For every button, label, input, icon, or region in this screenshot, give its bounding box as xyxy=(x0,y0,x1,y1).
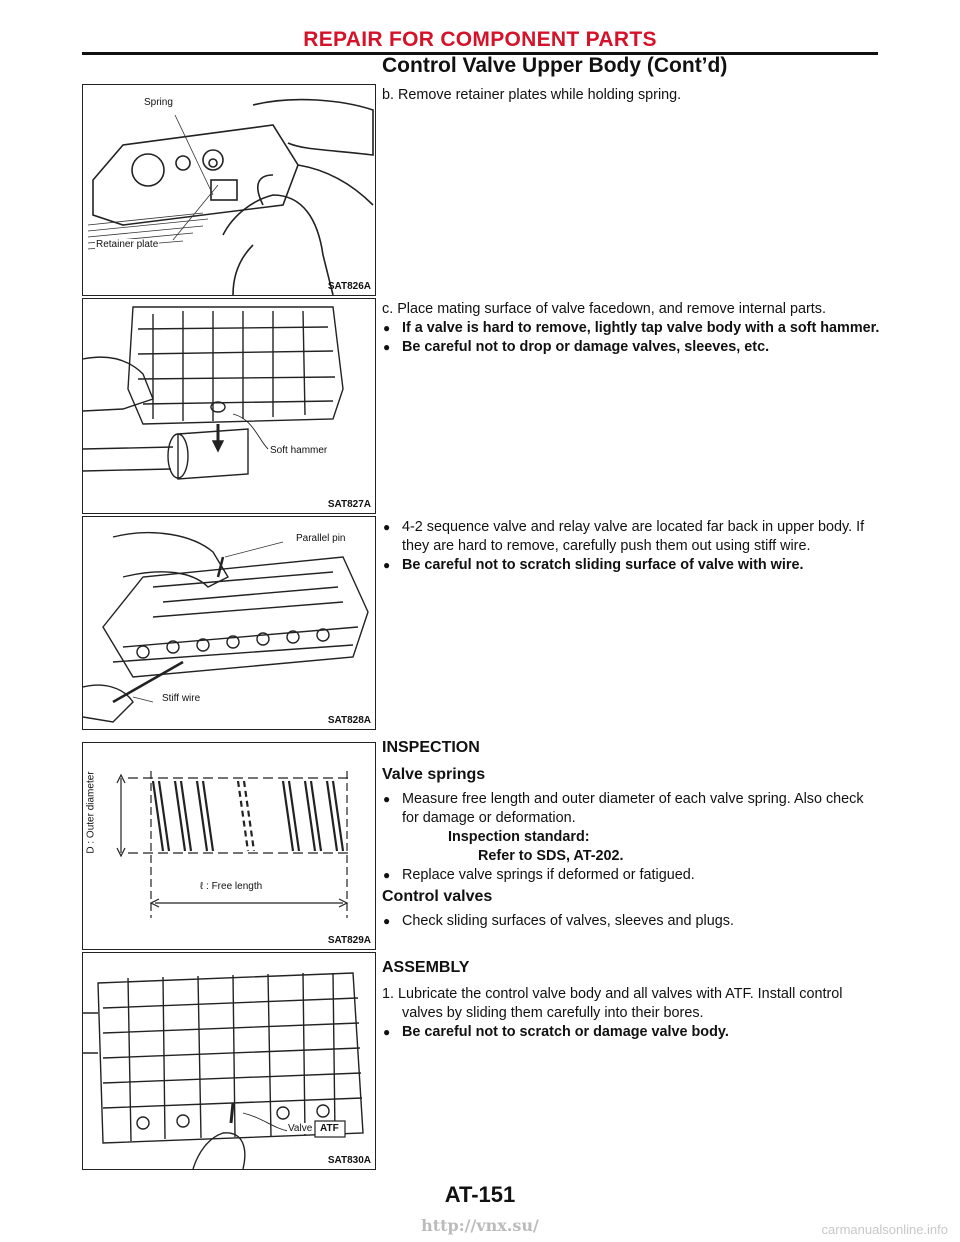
source-url-link[interactable]: http://vnx.su/ xyxy=(421,1216,539,1235)
stiff-wire-illustration xyxy=(83,517,375,729)
valve-spring-diagram xyxy=(83,743,375,949)
inspection-standard-label: Inspection standard: xyxy=(448,829,590,845)
valves-check-bullet: ● Check sliding surfaces of valves, sleeves and plugs. xyxy=(383,913,734,929)
assembly-block xyxy=(382,958,880,1042)
figure-id: SAT830A xyxy=(327,1155,371,1166)
figure-sat830a xyxy=(82,952,376,1170)
seq-valve-block xyxy=(382,518,880,575)
figure-id: SAT828A xyxy=(327,715,371,726)
assembly-step-1: 1. Lubricate the control valve body and all valves with ATF. Install control valves by sliding them carefully into their bores. xyxy=(382,986,843,1021)
figure-id: SAT826A xyxy=(327,281,371,292)
figure-sat828a xyxy=(82,516,376,730)
page-subtitle: Control Valve Upper Body (Cont’d) xyxy=(382,54,728,77)
bullet-icon: ● xyxy=(383,914,391,928)
valve-springs-heading: Valve springs xyxy=(382,766,486,783)
bullet-icon: ● xyxy=(383,321,391,335)
springs-replace-bullet: ● Replace valve springs if deformed or fatigued. xyxy=(383,867,695,883)
soft-hammer-illustration xyxy=(83,299,375,513)
bullet-icon: ● xyxy=(383,340,391,354)
watermark: carmanualsonline.info xyxy=(821,1222,948,1237)
bullet-icon: ● xyxy=(383,1025,391,1039)
section-title: REPAIR FOR COMPONENT PARTS xyxy=(303,28,657,51)
callout-retainer-plate: Retainer plate xyxy=(96,239,159,250)
retainer-plate-illustration xyxy=(83,85,375,295)
callout-outer-diameter: D : Outer diameter xyxy=(85,771,97,854)
springs-measure-bullet: ● Measure free length and outer diameter of each valve spring. Also check for damage or deformation. xyxy=(383,791,864,826)
bullet-icon: ● xyxy=(383,520,391,534)
page-number: AT-151 xyxy=(444,1182,516,1207)
callout-free-length: ℓ : Free length xyxy=(200,881,263,892)
step-c-bullet: ● Be careful not to drop or damage valves, sleeves, etc. xyxy=(383,339,770,355)
seq-valve-caution: ● Be careful not to scratch sliding surface of valve with wire. xyxy=(383,557,804,573)
step-b-block xyxy=(382,86,880,105)
assembly-heading: ASSEMBLY xyxy=(382,959,470,976)
figure-sat826a xyxy=(82,84,376,296)
callout-stiff-wire: Stiff wire xyxy=(162,693,201,704)
callout-parallel-pin: Parallel pin xyxy=(296,533,346,544)
step-c-text: c. Place mating surface of valve facedown, and remove internal parts. xyxy=(382,301,826,317)
page-header xyxy=(0,0,960,82)
step-c-bullet: ● If a valve is hard to remove, lightly tap valve body with a soft hammer. xyxy=(383,320,880,336)
valve-assembly-illustration xyxy=(83,953,375,1169)
control-valves-heading: Control valves xyxy=(382,888,493,905)
inspection-block xyxy=(382,738,880,931)
callout-valve: Valve xyxy=(288,1123,313,1134)
bullet-icon: ● xyxy=(383,558,391,572)
bullet-icon: ● xyxy=(383,868,391,882)
figure-sat827a xyxy=(82,298,376,514)
callout-soft-hammer: Soft hammer xyxy=(270,445,328,456)
figure-id: SAT827A xyxy=(327,499,371,510)
assembly-caution: ● Be careful not to scratch or damage valve body. xyxy=(383,1024,729,1040)
step-c-block xyxy=(382,300,880,357)
inspection-heading: INSPECTION xyxy=(382,739,480,756)
callout-spring: Spring xyxy=(144,97,173,108)
figure-id: SAT829A xyxy=(327,935,371,946)
inspection-standard-value: Refer to SDS, AT-202. xyxy=(478,848,624,864)
seq-valve-bullet: ● 4-2 sequence valve and relay valve are located far back in upper body. If they are hard to remove, carefully push them out using stiff wire. xyxy=(383,519,865,554)
callout-atf: ATF xyxy=(320,1123,339,1134)
figure-sat829a xyxy=(82,742,376,950)
bullet-icon: ● xyxy=(383,792,391,806)
step-b-text: b. Remove retainer plates while holding spring. xyxy=(382,87,682,103)
